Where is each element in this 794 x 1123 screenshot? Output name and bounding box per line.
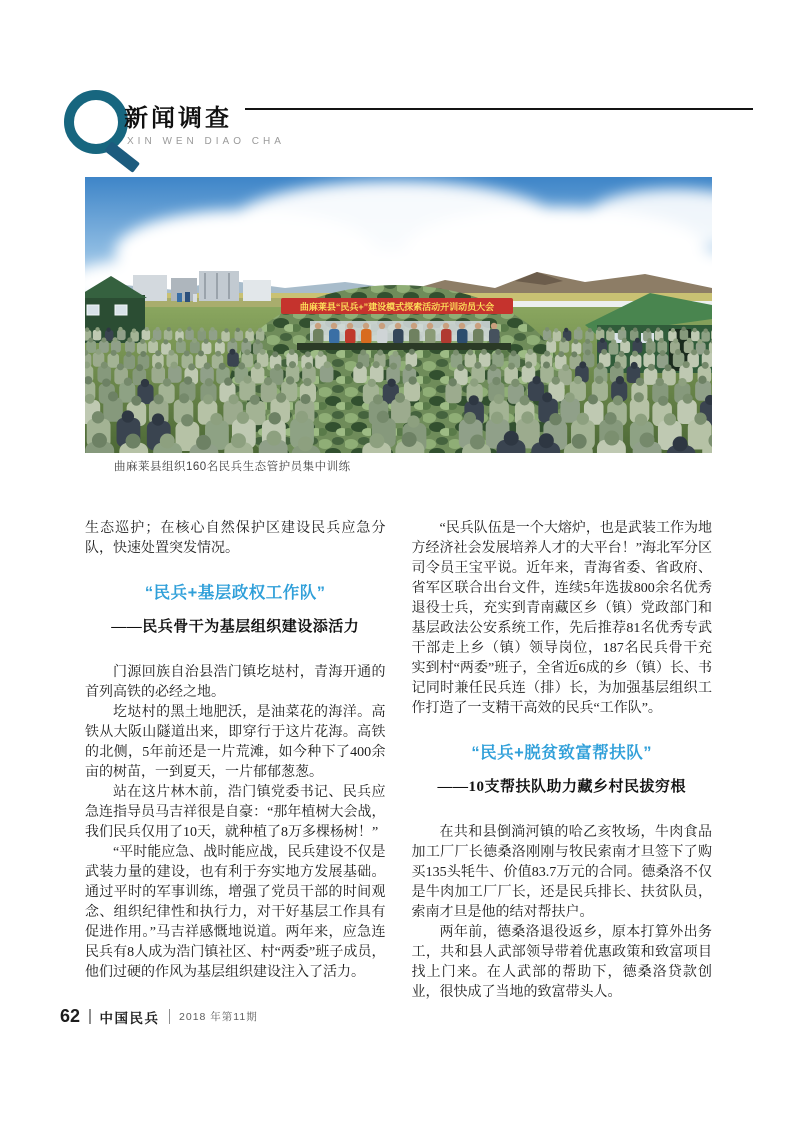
body-paragraph: 圪垯村的黑土地肥沃，是油菜花的海洋。高铁从大阪山隧道出来，即穿行于这片花海。高铁的北侧，5年前还是一片荒滩，如今种下了400余亩的树苗，一到夏天，一片郁郁葱葱。 — [85, 705, 386, 780]
column-title-pinyin: XIN WEN DIAO CHA — [127, 136, 285, 147]
training-photo-art — [85, 177, 712, 453]
page-footer — [60, 1006, 258, 1027]
magnifier-lens — [64, 90, 128, 154]
footer-divider — [89, 1009, 91, 1024]
section-title: “民兵+基层政权工作队” — [144, 584, 326, 602]
footer-divider — [169, 1009, 171, 1024]
section-subtitle: ——民兵骨干为基层组织建设添活力 — [111, 619, 360, 635]
training-photo — [85, 177, 712, 453]
section-title: “民兵+脱贫致富帮扶队” — [471, 744, 653, 762]
article-body — [85, 519, 712, 1003]
stage-banner-text: 曲麻莱县“民兵+”建设模式探索活动开训动员大会 — [299, 302, 495, 312]
photo-caption: 曲麻莱县组织160名民兵生态管护员集中训练 — [114, 461, 351, 473]
column-title: 新闻调查 — [124, 105, 232, 132]
issue-label: 2018 年第11期 — [179, 1011, 258, 1023]
section-heading — [412, 743, 713, 797]
header-rule — [245, 108, 753, 110]
body-paragraph: 生态巡护；在核心自然保护区建设民兵应急分队，快速处置突发情况。 — [85, 521, 386, 556]
body-paragraph: “平时能应急、战时能应战，民兵建设不仅是武装力量的建设，也有利于夯实地方发展基础。通过平时的军事训练，增强了党员干部的时间观念、组织纪律性和执行力，对干好基层工作具有促进作用。”马吉祥感慨地说道。两年来，应急连民兵有8人成为浩门镇社区、村“两委”班子成员，他们过硬的作风为基层组织建设注入了活力。 — [85, 845, 386, 980]
magazine-name: 中国民兵 — [99, 1010, 160, 1026]
body-paragraph: 在共和县倒淌河镇的哈乙亥牧场，牛肉食品加工厂厂长德桑洛刚刚与牧民索南才旦签下了购买135头牦牛、价值83.7万元的合同。德桑洛不仅是牛肉加工厂厂长，还是民兵排长、扶贫队员，索南才旦是他的结对帮扶户。 — [411, 825, 712, 920]
body-paragraph: 站在这片林木前，浩门镇党委书记、民兵应急连指导员马吉祥很是自豪：“那年植树大会战，我们民兵仅用了10天，就种植了8万多棵杨树！” — [85, 785, 386, 840]
left-column — [85, 519, 386, 1003]
body-paragraph: 门源回族自治县浩门镇圪垯村，青海开通的首列高铁的必经之地。 — [85, 665, 386, 700]
stage-officials — [297, 321, 511, 350]
section-subtitle: ——10支帮扶队助力藏乡村民拔穷根 — [437, 779, 686, 795]
body-paragraph: “民兵队伍是一个大熔炉，也是武装工作为地方经济社会发展培养人才的大平台！”海北军分区司令员王宝平说。近年来，青海省委、省政府、省军区联合出台文件，连续5年选拔800余名优秀退役士兵，充实到青南藏区乡（镇）党政部门和基层政法公安系统工作，先后推荐81名优秀专武干部走上乡（镇）领导岗位，187名民兵骨干充实到村“两委”班子，全省近6成的乡（镇）长、书记同时兼任民兵连（排）长，为加强基层组织工作打造了一支精干高效的民兵“工作队”。 — [411, 521, 712, 716]
page-number: 62 — [60, 1006, 81, 1026]
body-paragraph: 两年前，德桑洛退役返乡，原本打算外出务工，共和县人武部领导带着优惠政策和致富项目找上门来。在人武部的帮助下，德桑洛贷款创业，很快成了当地的致富带头人。 — [411, 925, 712, 1000]
right-column — [412, 519, 713, 1003]
section-heading — [85, 583, 386, 637]
